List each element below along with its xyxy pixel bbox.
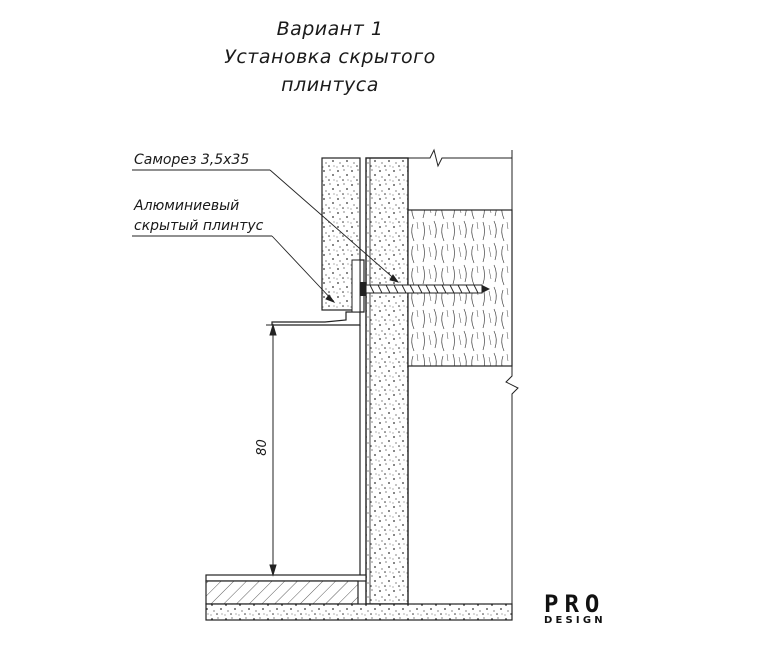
callout-skirting-line-1: Алюминиевый [134, 198, 240, 214]
title-line-3: плинтуса [281, 74, 379, 96]
title-line-2: Установка скрытого [224, 46, 436, 68]
brand-logo [544, 592, 630, 626]
callout-skirting-line-2: скрытый плинтус [134, 218, 264, 234]
concrete-wall [366, 158, 408, 604]
floor-covering [206, 575, 366, 581]
floor-screed [206, 581, 358, 604]
title-line-1: Вариант 1 [276, 18, 384, 40]
leader-skirting [132, 236, 334, 302]
callout-screw: Саморез 3,5х35 [134, 152, 250, 168]
brand-logo-main: PRO [544, 590, 606, 618]
break-line-top [408, 150, 512, 166]
brand-logo-sub: DESIGN [544, 615, 606, 626]
dimension-value: 80 [254, 439, 270, 456]
floor-slab [206, 604, 512, 620]
